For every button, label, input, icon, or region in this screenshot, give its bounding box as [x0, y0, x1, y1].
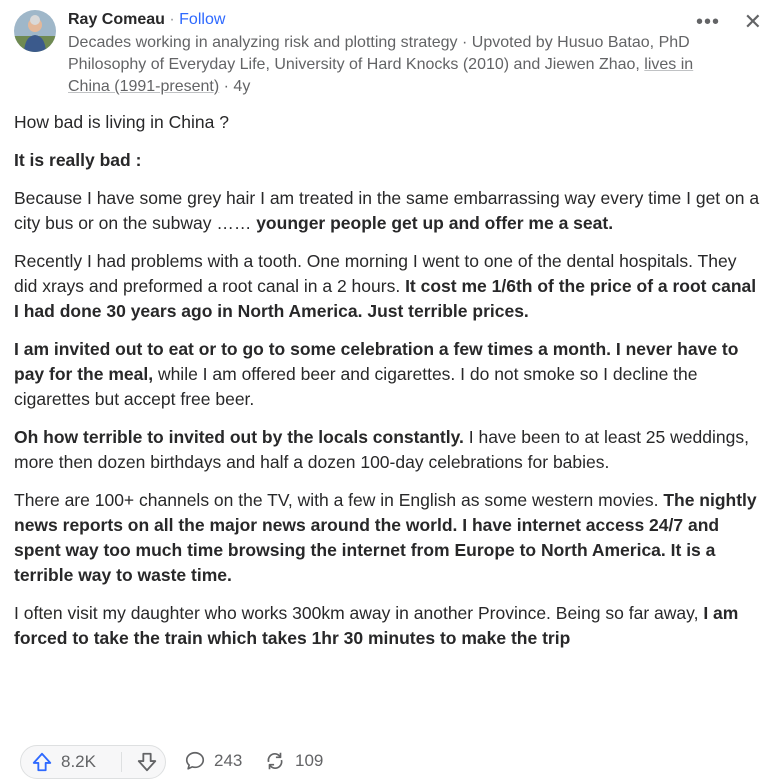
upvote-count: 8.2K — [61, 752, 96, 771]
comment-button[interactable] — [184, 750, 242, 772]
author-name[interactable]: Ray Comeau — [68, 11, 165, 28]
paragraph: Because I have some grey hair I am treated in the same embarrassing way every time I get on a city bus or on the subway …… younger people get up and offer me a seat. — [14, 188, 760, 233]
action-bar — [0, 742, 777, 782]
upvoter-link[interactable]: Jiewen Zhao — [544, 56, 636, 73]
separator-dot: · — [169, 11, 175, 28]
comma-text: , — [635, 56, 645, 73]
name-row — [68, 8, 708, 32]
upvoter-link[interactable]: Husuo Batao — [557, 34, 650, 51]
upvoted-prefix: · Upvoted by — [457, 34, 558, 51]
author-meta — [68, 8, 708, 98]
downvote-icon — [136, 751, 158, 773]
avatar[interactable] — [14, 10, 56, 52]
vote-divider — [121, 752, 122, 772]
close-icon[interactable]: ✕ — [743, 9, 762, 34]
answer-body — [14, 110, 764, 664]
paragraph: There are 100+ channels on the TV, with a few in English as some western movies. The nightly news reports on all the major news around the world. I have internet access 24/7 and spent way too much time browsing the internet from Europe to North America. It is a terrible way to waste time. — [14, 490, 757, 585]
answer-age[interactable]: · 4y — [219, 78, 251, 95]
upvoter-credential: , PhD Philosophy of Everyday Life, University of Hard Knocks (2010) — [68, 34, 690, 73]
credential: Decades working in analyzing risk and plotting strategy — [68, 34, 458, 51]
share-button[interactable] — [263, 750, 323, 772]
share-count: 109 — [295, 751, 324, 770]
downvote-button[interactable] — [129, 746, 165, 778]
headline: It is really bad : — [14, 150, 142, 170]
follow-button[interactable]: Follow — [179, 11, 226, 28]
comment-count: 243 — [214, 751, 243, 770]
share-icon — [263, 750, 287, 772]
comment-icon — [184, 750, 206, 772]
question-text: How bad is living in China ? — [14, 112, 229, 132]
paragraph: I often visit my daughter who works 300km away in another Province. Being so far away, I am forced to take the train which takes 1hr 30 minutes to make the trip — [14, 603, 739, 648]
paragraph: Oh how terrible to invited out by the locals constantly. I have been to at least 25 weddings, more then dozen birthdays and half a dozen 100-day celebrations for babies. — [14, 427, 749, 472]
vote-pill — [20, 745, 166, 779]
paragraph: Recently I had problems with a tooth. One morning I went to one of the dental hospitals. They did xrays and preformed a root canal in a 2 hours. It cost me 1/6th of the price of a root canal I had done 30 years ago in North America. Just terrible prices. — [14, 251, 757, 321]
answer-header — [14, 8, 764, 100]
location-credential[interactable]: lives in China (1991-present) — [68, 56, 694, 95]
credential-line — [68, 32, 708, 98]
more-icon[interactable]: ••• — [695, 11, 720, 33]
and-text: and — [509, 56, 545, 73]
paragraph: I am invited out to eat or to go to some celebration a few times a month. I never have to pay for the meal, while I am offered beer and cigarettes. I do not smoke so I decline the cigarettes but accept free beer. — [14, 339, 739, 409]
upvote-button[interactable] — [21, 746, 113, 778]
upvote-icon — [31, 751, 53, 773]
